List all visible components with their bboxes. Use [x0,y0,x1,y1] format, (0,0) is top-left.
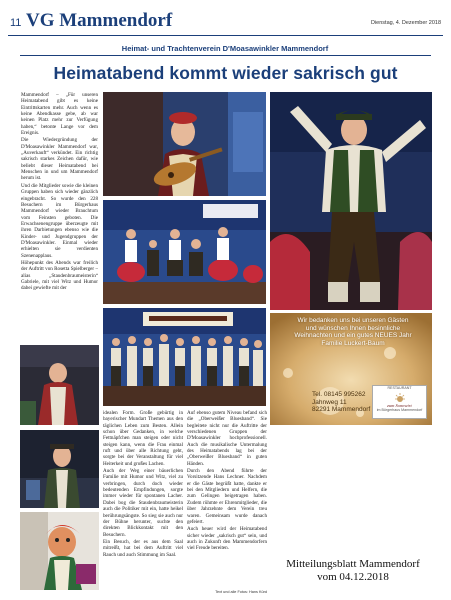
paragraph: Auch der Weg einer bäuerlichen Familie mit Humor und Witz, viel zu verbringen, durch doch wieder bedeutenden Empfindungen, sorgte immer wieder für spontanen Lacher. Dabei bog die Staudenbraumeisterin auch die Politiker mit ein, hatte heikel berührungsängste. So sieg sie auch nur der Bühne herunter, suchte den direkten Blickkontakt mit den Besuchern. [103,468,183,538]
ad-phone: Tel. 08145 995262 [312,391,366,398]
photo-performer-red [20,345,99,425]
ad-greeting-line: Familie Luckert-Baum [321,339,385,347]
ad-greeting [278,317,428,347]
paragraph: Durch den Abend führte der Vorsitzende Hans Lechner. Nachdem er die Gäste begrüßt hatte, dankte er bei den Mitgliedern und Helfern, die zum Gelingen beigetragen haben. Zudem rühmte er Ehrenmitglieder, die über Jahrzehnte dem Verein treu waren. Gemeinsam wurde danach gefeiert. [187,468,267,525]
restaurant-sun-icon [393,392,407,403]
article-column-2 [103,410,183,590]
paragraph: Und die Mitglieder sowie die kleinen Gruppen haben sich wieder gänzlich eingebracht. So wurde den 228 Besuchern im Bürgerhaus Mammendorf wieder Brauchtum vom Feinsten geboten. Die Erwachsenengruppe überzeugte mit ihren Darbietungen ebenso wie die Kinder- und Jugendgruppen der D'Moasawinkler. Einmal wieder erhielten sie verdienten Szenenapplaus. [21,182,98,259]
paragraph: idealen Form. Große gebürtig in bayerischer Mundart Themen aus den täglichen Leben zum Besten. Allein schon über Gedanken, in welche Fettnäpfchen man steigen oder nicht steigen kann, wenn die Frau einmal ruft und über alle Richtung geht, sorgte bei der Veranstaltung für viel Heiterkeit und großes Lachen. [103,410,183,467]
ad-street: Jahnweg 11 [312,398,347,406]
source-publication: Mitteilungsblatt Mammendorf [286,558,420,570]
paragraph: Mammendorf – „Für unseren Heimatabend gibt es keine Eintrittskarten mehr. Auch wenn es keine Abendkasse gebe, ab war keinen Platz mehr zur Verfügung haben,“ betonte Lange vor dem Ereignis. [21,92,98,137]
photo-puppet-comedian [20,512,99,590]
paragraph: Auch heuer wird der Heimatabend sicher wieder „sakrisch gut“ sein, und auch in Zukunft den Mammendorfern viel Freude bereiten. [187,526,267,552]
article-rubric: Heimat- und Trachtenverein D'Moasawinkler Mammendorf [121,44,329,53]
issue-date: Dienstag, 4. Dezember 2018 [370,20,441,26]
source-date: vom 04.12.2018 [317,571,389,583]
photo-man-speaking [20,430,99,508]
newspaper-section-title: VG Mammendorf [26,10,173,31]
ad-greeting-line: Wir bedanken uns bei unseren Gästen [297,317,409,324]
paragraph: Ein Besuch, der es aus dem Saal mitreißt, hat bei dem Auftritt viel Rauch und auch Stimmung im Saal. [103,538,183,558]
ad-city: 82291 Mammendorf [312,406,371,413]
paragraph: Höhepunkt des Abends war freilich der Auftritt von Rosetta Spielberger – alias „Staudenbraumeisterin“ Gabriele, mit viel Witz und Humor dabei gewiefte mit der [21,259,98,292]
christmas-advertisement [270,313,432,425]
ad-logo-name: zum Sonnwirt [387,403,412,408]
article-column-1 [21,92,98,340]
ad-logo-label: RESTAURANT [387,386,412,390]
restaurant-logo [372,385,427,419]
photo-credit: Text und alle Fotos: Hans Kürd [215,590,267,594]
photo-guitar-performer [103,92,266,196]
page-number: 11 [10,17,22,29]
ad-logo-sub: im Bürgerhaus Mammendorf [376,408,423,412]
ad-greeting-line: und wünschen Ihnen besinnliche [305,324,401,332]
source-label [272,558,434,584]
photo-children-dance-group [103,200,266,304]
paragraph: Auf ebenso gutem Niveau befand sich die „Oberweißer Bluesband“. Sie begleitete nicht nur die Auftritte der verschiedenen Gruppen der D'Moasawinkler hochprofessionell. Auch die musikalische Untermalung des Heimatabends lag bei der „Oberweißer Bluesband“ in guten Händen. [187,410,267,467]
article-column-3 [187,410,267,590]
article-headline: Heimatabend kommt wieder sakrisch gut [53,63,398,83]
paragraph: Die Wiedergründung der D'Moasawinkler Mammendorf war, „Auverkauft“ verkündet. Ein richtig sakrisch starkes Zeichen dafür, wie beliebt dieser Heimatabend bei Menschen in und um Mammendorf herum ist. [21,137,98,182]
masthead [8,6,443,36]
photo-group-stage-banner [103,308,266,406]
ad-greeting-line: Weihnachten und ein gutes NEUES Jahr [294,332,412,340]
rubric-divider [20,55,431,56]
ad-address [312,391,370,414]
photo-dancing-man [270,92,432,310]
